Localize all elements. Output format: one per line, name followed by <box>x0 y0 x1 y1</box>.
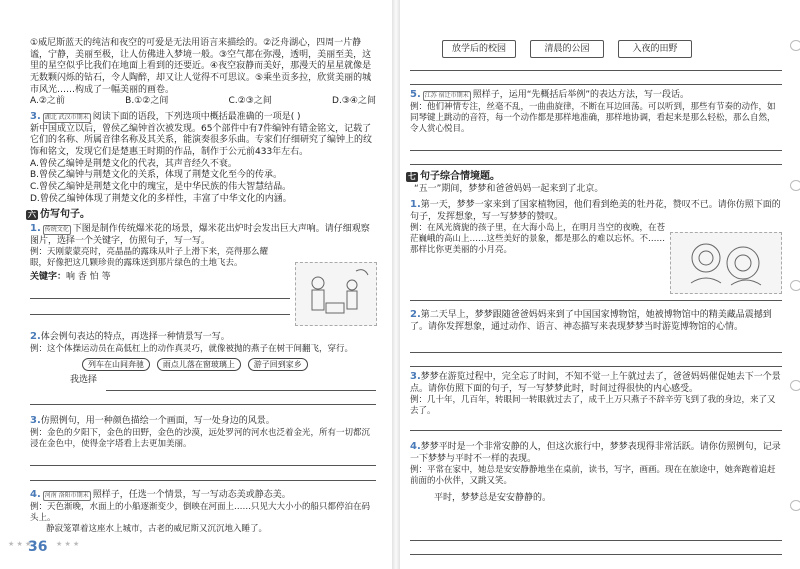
c4-prompt: 梦梦平时是一个非常安静的人，但这次旅行中，梦梦表现得非常活跃。请你仿照例句，记录一下梦梦与平时不一样的表现。 <box>410 442 781 464</box>
q2-option-d[interactable]: D.③④之间 <box>332 96 376 106</box>
q5-answer-line-2[interactable] <box>410 164 782 165</box>
topic-box-2[interactable]: 清晨的公园 <box>530 40 604 58</box>
q2b-prompt: 体会例句表达的特点，再选择一种情景写一写。 <box>40 332 230 342</box>
q3-option-d[interactable]: D.曾侯乙编钟体现了荆楚文化的多样性，丰富了中华文化的内涵。 <box>30 193 292 204</box>
q1-keywords: 响 香 怕 等 <box>66 272 111 283</box>
q1-tag: 传统文化 <box>44 226 69 233</box>
q3b-number: 3. <box>30 415 41 426</box>
q4-prompt: 照样子，任选一个情景，写一写动态美或静态美。 <box>92 490 291 500</box>
q1-answer-line-1[interactable] <box>30 298 290 299</box>
topic-box-1[interactable]: 放学后的校园 <box>442 40 516 58</box>
q5-block <box>410 88 782 135</box>
q4-example-2: 静寂笼罩着这座水上城市，古老的威尼斯又沉沉地入睡了。 <box>46 523 268 534</box>
q3-option-b[interactable]: B.曾侯乙编钟与荆楚文化的关系，体现了荆楚文化至今的传承。 <box>30 170 283 181</box>
q3b-answer-line-2[interactable] <box>30 480 376 481</box>
c4-answer-line-1[interactable] <box>410 540 782 541</box>
section-6-title: 仿写句子。 <box>40 209 90 220</box>
c1-prompt: 第一天，梦梦一家来到了国家植物园，他们看到绝美的牡丹花，赞叹不已。请你仿照下面的句子，发挥想象，写一写梦梦的赞叹。 <box>410 200 781 222</box>
c2-answer-line-2[interactable] <box>410 366 782 367</box>
q4-region-tag: 河南 洛阳市期末 <box>44 492 89 499</box>
margin-hole-3 <box>790 280 800 291</box>
q5-region-tag: 江苏 宿迁市期末 <box>424 92 469 99</box>
margin-hole-5 <box>790 500 800 511</box>
section-6-header <box>26 208 90 221</box>
q2-text: ①威尼斯蓝天的纯洁和夜空的可爱是无法用语言来描绘的。②泛舟湖心，四周一片静谧，宁静，美丽至极，让人仿佛进入梦境一般。③空气都在弥漫，透明，美丽至美，这里的星空似乎比我们在地面上看到的还要近。④夜空寂静而美好，那漫天的星星就像是无数颗闪烁的钻石，令人陶醉，却又让人觉得不可思议。⑤乘坐贡多拉，欣赏美丽的城市风光……构成了一幅美丽的画卷。 <box>30 38 372 95</box>
peony-flower-icon <box>671 233 781 293</box>
peony-illustration <box>670 232 782 294</box>
q3-block <box>30 110 376 206</box>
c3-prompt: 梦梦在游览过程中，完全忘了时间，不知不觉一上午就过去了，爸爸妈妈催促她去下一个景点。请你仿照下面的句子，写一写梦梦此时，时间过得很快的内心感受。 <box>410 372 781 394</box>
q4-number: 4. <box>30 489 41 500</box>
q5-example: 例：他们神情专注，丝毫不乱，一曲曲旋律，不断在耳边回荡。可以听到，那些有节奏的动作，如同琴键上跳动的音符，每一个动作都是那样地准确，那样地协调，看起来是那么轻松，那么自然，令人赏心悦目。 <box>410 101 776 134</box>
topic-answer-line-1[interactable] <box>410 70 782 71</box>
q2b-choose-label: 我选择 <box>70 375 98 386</box>
q5-number: 5. <box>410 89 421 100</box>
q2-option-b[interactable]: B.①②之间 <box>125 96 169 106</box>
c4-answer-line-2[interactable] <box>410 554 782 555</box>
c4-example-2: 平时，梦梦总是安安静静的。 <box>434 493 552 504</box>
q3-option-c[interactable]: C.曾侯乙编钟是荆楚文化中的瑰宝，是中华民族的伟大智慧结晶。 <box>30 182 292 193</box>
popcorn-illustration-icon <box>296 263 376 325</box>
left-page <box>0 0 392 569</box>
q1-answer-line-2[interactable] <box>30 314 290 315</box>
q2b-example: 例：这个体操运动员在高低杠上的动作真灵巧，就像被抛的燕子在树干间翻飞，穿行。 <box>30 343 354 354</box>
c4-example-1: 例：平常在家中，她总是安安静静地坐在桌前，读书，写字，画画。现在在旅途中，她奔跑着追赶前面的小伙伴，又跳又笑。 <box>410 465 776 487</box>
q5-prompt: 照样子，运用“先概括后举例”的表达方法，写一段话。 <box>472 90 690 100</box>
q2b-block <box>30 330 376 387</box>
c1-number: 1. <box>410 199 421 210</box>
popcorn-illustration <box>295 262 377 326</box>
q2-passage <box>30 38 376 96</box>
margin-hole-2 <box>790 180 800 191</box>
q2b-choice-2[interactable]: 雨点儿落在窗玻璃上 <box>157 358 241 371</box>
q2-options <box>30 96 376 108</box>
q1-number: 1. <box>30 223 41 234</box>
margin-hole-1 <box>790 40 800 51</box>
scenario-intro: “五一”期间，梦梦和爸爸妈妈一起来到了北京。 <box>414 184 604 194</box>
page-stars-right: ★ ★ ★ <box>56 540 80 548</box>
q2b-number: 2. <box>30 331 41 342</box>
c4-block <box>410 440 782 505</box>
c3-block <box>410 370 782 417</box>
c2-prompt: 第二天早上，梦梦跟随爸爸妈妈来到了中国国家博物馆，她被博物馆中的精美藏品震撼到了。请你发挥想象，通过动作、语言、神态描写来表现梦梦当时游览博物馆的心情。 <box>410 310 772 332</box>
section-6-icon: 六 <box>28 210 36 219</box>
q2b-answer-line-1[interactable] <box>106 390 376 391</box>
right-page <box>400 0 800 569</box>
c3-example: 例：几十年，几百年，转眼间一转眼就过去了，成千上万只燕子不辞辛劳飞到了我的身边，来了又去了。 <box>410 395 776 417</box>
q1-prompt: 下图是制作传统爆米花的场景，爆米花出炉时会发出巨大声响。请仔细观察图片，选择一个关键字，仿照句子，写一写。 <box>30 224 370 246</box>
q2-option-a[interactable]: A.②之前 <box>30 96 65 106</box>
q3-text: 新中国成立以后，曾侯乙编钟首次被发现。65个部件中有7件编钟有错金铭文，记载了它们的名称、所属音律名称及其关系，能演奏很多乐曲。专家们仔细研究了编钟上的纹饰和铭文，发现它们是楚惠王时期的作品，制作于公元前433年左右。 <box>30 123 373 158</box>
section-7-icon: 七 <box>408 172 416 181</box>
c2-number: 2. <box>410 309 421 320</box>
q3-prompt: 阅读下面的语段，下列选项中概括最准确的一项是( ) <box>92 112 301 122</box>
q2-option-c[interactable]: C.②③之间 <box>228 96 272 106</box>
q5-answer-line-1[interactable] <box>410 150 782 151</box>
c1-answer-line-1[interactable] <box>410 300 782 301</box>
q3-option-a[interactable]: A.曾侯乙编钟是荆楚文化的代表，其声音经久不衰。 <box>30 158 237 169</box>
q3b-example: 例：金色的夕阳下，金色的田野，金色的沙漠，远处罗河的河水也泛着金光，所有一切都沉浸在金色中，使得金字塔看上去更加美丽。 <box>30 427 371 449</box>
q4-example-1: 例：天色渐晚，水面上的小船逐渐变少，倒映在河面上……只见大大小小的船只都停泊在码头上。 <box>30 501 371 523</box>
q3b-answer-line-1[interactable] <box>30 465 376 466</box>
q3b-block <box>30 414 376 450</box>
book-spine <box>392 0 400 569</box>
q2b-choice-1[interactable]: 列车在山间奔驰 <box>82 358 150 371</box>
margin-hole-4 <box>790 380 800 391</box>
topic-answer-line-2[interactable] <box>410 84 782 85</box>
c4-number: 4. <box>410 441 421 452</box>
c2-answer-line-1[interactable] <box>410 352 782 353</box>
q1-keywords-label: 关键字： <box>30 272 67 283</box>
section-7-title: 句子综合情境题。 <box>420 171 500 182</box>
topic-box-3[interactable]: 入夜的田野 <box>618 40 692 58</box>
section-7-header <box>406 170 500 183</box>
q4-block <box>30 488 376 535</box>
q2b-answer-line-2[interactable] <box>30 404 376 405</box>
c3-answer-line-1[interactable] <box>410 430 782 431</box>
q3b-prompt: 仿照例句，用一种颜色描绘一个画面，写一处身边的风景。 <box>40 416 275 426</box>
page-stars-left: ★ ★ ★ <box>8 540 32 548</box>
c2-block <box>410 308 782 333</box>
q3-number: 3. <box>30 111 41 122</box>
page-number: 36 <box>28 539 48 555</box>
q1-example: 例：天刚蒙蒙亮时，亮晶晶的露珠从叶子上滑下来，亮得那么耀眼，好像把这几颗珍贵的露珠送到那片绿色的土地飞去。 <box>30 247 269 269</box>
q2b-choice-3[interactable]: 游子回到家乡 <box>248 358 308 371</box>
c1-example: 例：在风光旖旎的孩子里，在大海小岛上，在明月当空的夜晚，在苍茫巍峨的高山上……这些美好的景象，都是那么的难以忘怀。不……那样比你更美丽的小月亮。 <box>410 223 666 256</box>
c3-number: 3. <box>410 371 421 382</box>
q3-region-tag: 湖北 武汉市期末 <box>44 114 89 121</box>
